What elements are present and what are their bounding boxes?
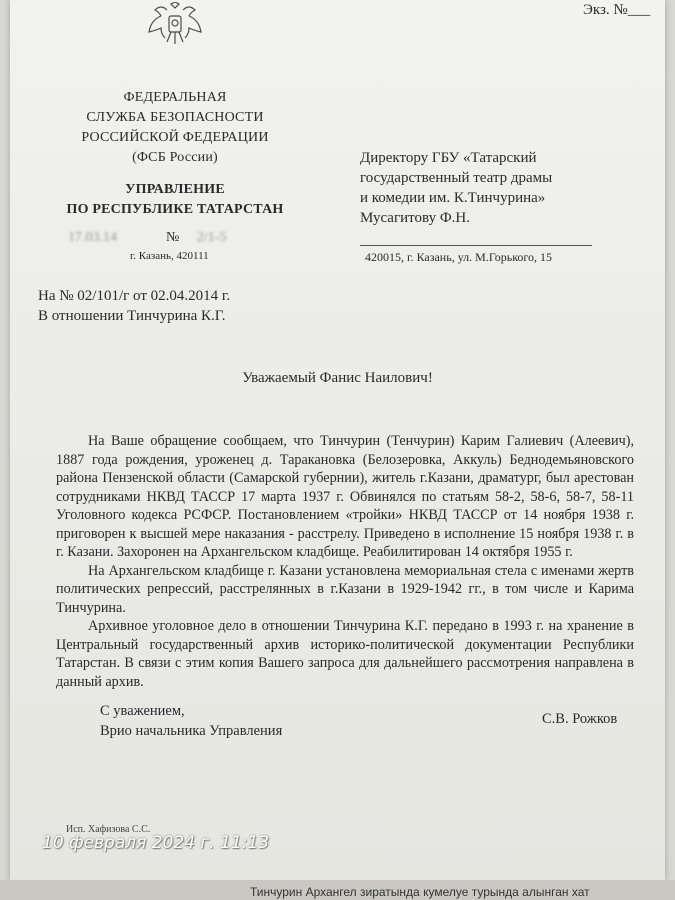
copy-number: Экз. №___ — [583, 2, 651, 18]
reference-line-1: На № 02/101/г от 02.04.2014 г. — [38, 288, 231, 304]
bottom-caption: Тинчурин Архангел зиратында кумелуе турында алынган хат — [250, 885, 590, 899]
department-line-1: УПРАВЛЕНИЕ — [125, 182, 225, 197]
outgoing-number-line — [68, 230, 226, 246]
outgoing-city: г. Казань, 420111 — [130, 250, 209, 262]
addressee-line-3: и комедии им. К.Тинчурина» — [360, 190, 546, 206]
outgoing-number-handwritten: 2/1-5 — [196, 230, 227, 245]
body-paragraph-1: На Ваше обращение сообщаем, что Тинчурин (Тенчурин) Карим Галиевич (Алеевич), 1887 года рождения, уроженец д. Таракановка (Белозеровка, Аккуль) Беднодемьяновского района Пензенской области (Самарской губернии), житель г.Казани, драматург, был арестован сотрудниками НКВД ТАССР 17 марта 1937 г. Обвинялся по статьям 58-2, 58-6, 58-7, 58-11 Уголовного кодекса РСФСР. Постановлением «тройки» НКВД ТАССР от 14 ноября 1938 г. приговорен к высшей мере наказания - расстрелу. Приведено в исполнение 15 ноября 1938 г. в г. Казани. Захоронен на Архангельском кладбище. Реабилитирован 14 октября 1955 г. — [56, 433, 634, 560]
letter-body — [56, 432, 634, 691]
signature-regards: С уважением, — [100, 703, 185, 719]
sender-line-1: ФЕДЕРАЛЬНАЯ — [123, 90, 227, 105]
signature-block — [100, 701, 282, 741]
double-headed-eagle-emblem — [147, 2, 203, 48]
executor-note: Исп. Хафизова С.С. — [66, 824, 151, 835]
addressee-line-2: государственный театр драмы — [360, 170, 553, 186]
greeting: Уважаемый Фанис Наилович! — [242, 370, 433, 386]
addressee-line-4: Мусагитову Ф.Н. — [360, 210, 471, 226]
body-paragraph-3: Архивное уголовное дело в отношении Тинчурина К.Г. передано в 1993 г. на хранение в Центральный государственный архив историко-политической документации Республики Татарстан. В связи с этим копия Вашего запроса для дальнейшего рассмотрения направлена в данный архив. — [56, 618, 634, 690]
outgoing-date-handwritten: 17.03.14 — [68, 230, 117, 245]
reference-line-2: В отношении Тинчурина К.Г. — [38, 308, 226, 324]
sender-block — [50, 88, 300, 220]
addressee-address: 420015, г. Казань, ул. М.Горького, 15 — [365, 250, 553, 264]
body-paragraph-2: На Архангельском кладбище г. Казани установлена мемориальная стела с именами жертв политических репрессий, расстрелянных в г.Казани в 1929-1942 гг., в том числе и Карима Тинчурина. — [56, 562, 634, 616]
signature-position: Врио начальника Управления — [100, 723, 283, 739]
addressee-block — [360, 148, 552, 228]
sender-line-4: (ФСБ России) — [132, 150, 218, 165]
photo-timestamp: 10 февраля 2024 г. 11:13 — [42, 833, 270, 853]
outgoing-number-label: № — [166, 230, 180, 245]
sender-line-2: СЛУЖБА БЕЗОПАСНОСТИ — [86, 110, 264, 125]
addressee-divider — [360, 245, 592, 246]
sender-line-3: РОССИЙСКОЙ ФЕДЕРАЦИИ — [81, 130, 269, 145]
addressee-line-1: Директору ГБУ «Татарский — [360, 150, 537, 166]
department-line-2: ПО РЕСПУБЛИКЕ ТАТАРСТАН — [66, 202, 284, 217]
signature-name: С.В. Рожков — [542, 711, 618, 727]
reference-block — [38, 286, 230, 326]
